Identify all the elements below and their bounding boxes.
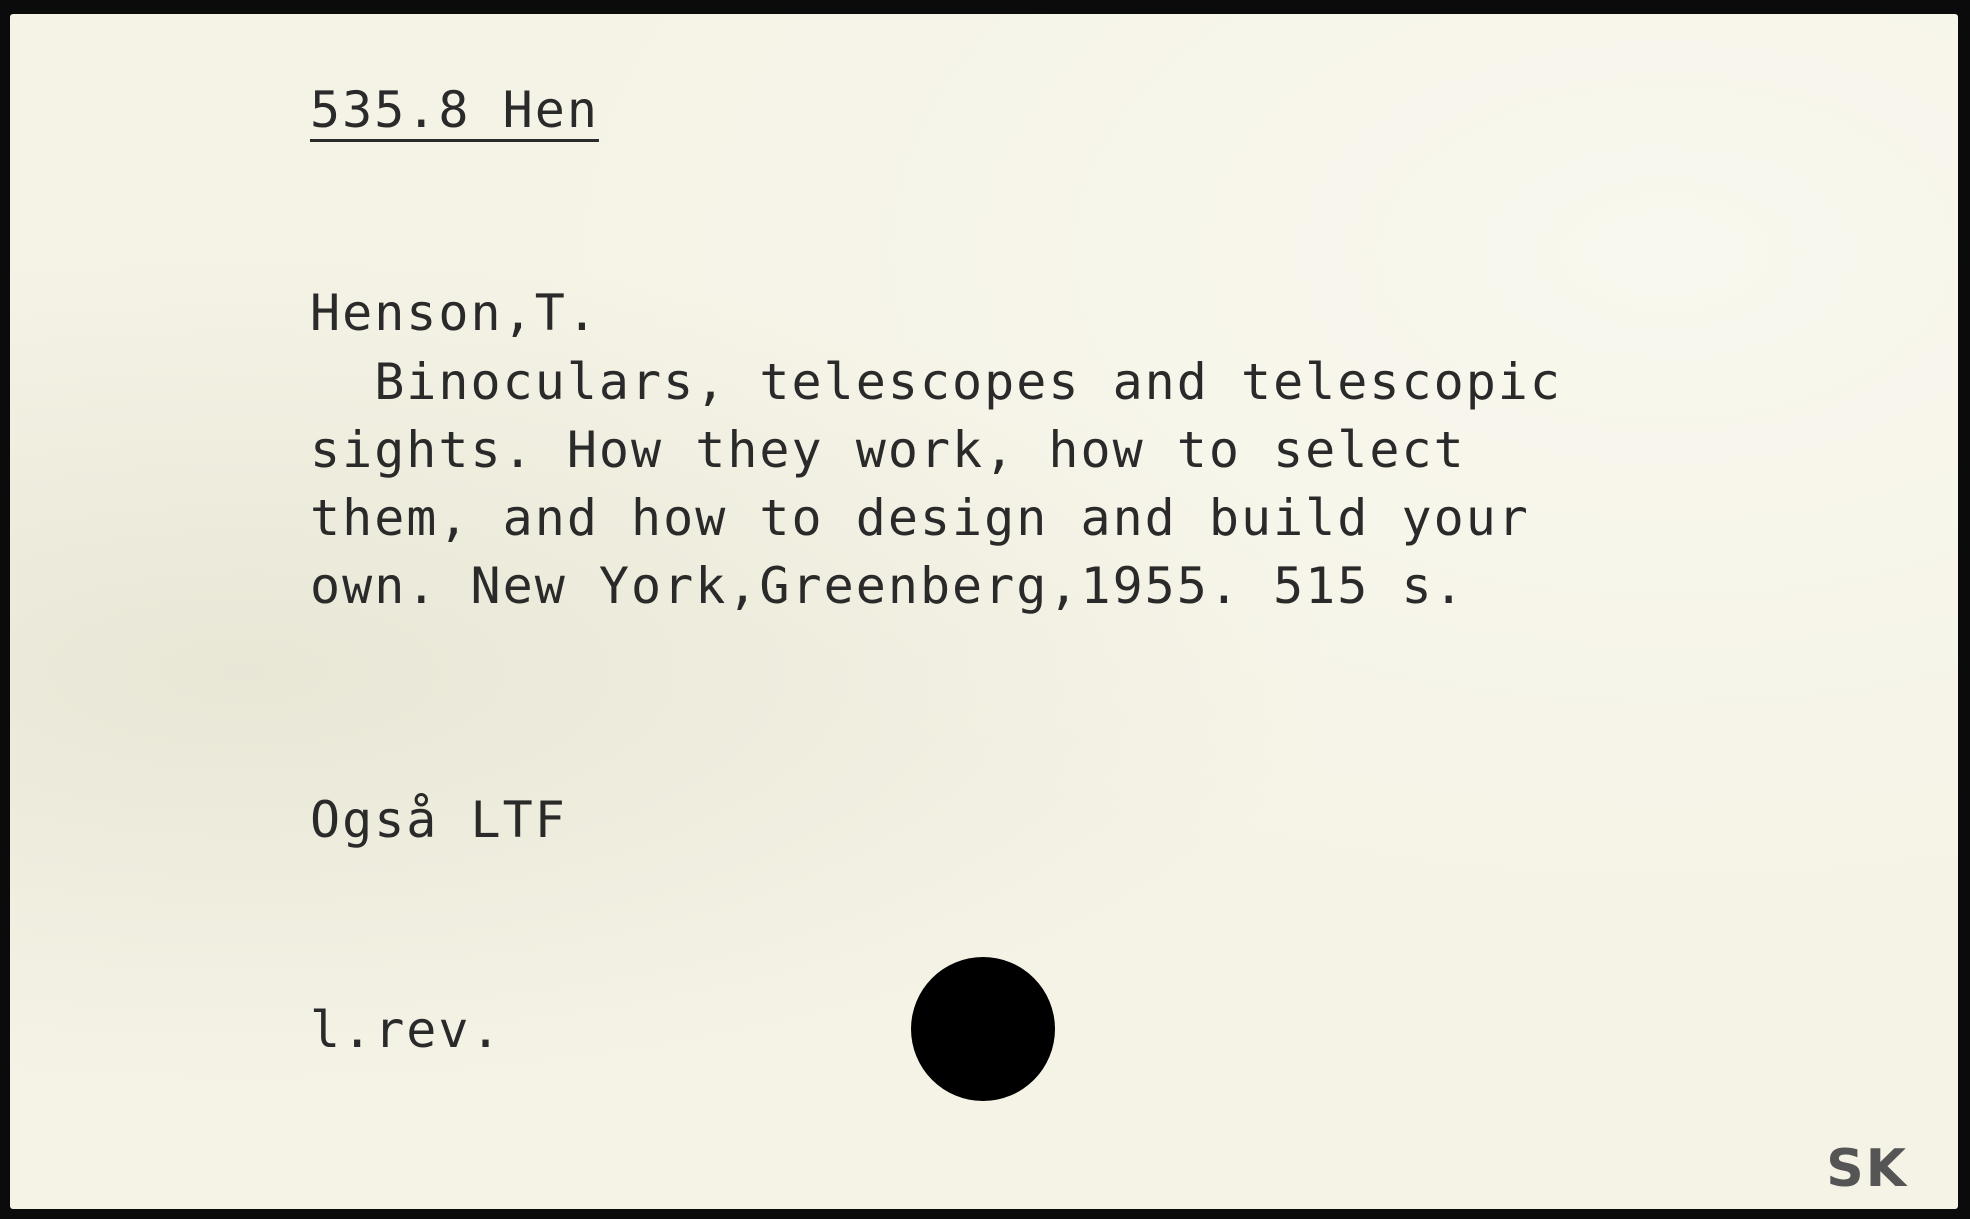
title-line: Binoculars, telescopes and telescopic [310, 353, 1562, 411]
library-stamp: SK [1826, 1139, 1908, 1199]
title-line: own. New York,Greenberg,1955. 515 s. [310, 557, 1466, 615]
call-number: 535.8 Hen [310, 81, 599, 139]
also-note: Også LTF [310, 791, 567, 849]
author-heading: Henson,T. [310, 284, 599, 342]
title-line: sights. How they work, how to select [310, 421, 1466, 479]
title-line: them, and how to design and build your [310, 489, 1530, 547]
catalog-card [10, 14, 1958, 1209]
revision-note: l.rev. [310, 1001, 503, 1059]
title-description [310, 348, 1562, 620]
punch-hole [911, 957, 1055, 1101]
